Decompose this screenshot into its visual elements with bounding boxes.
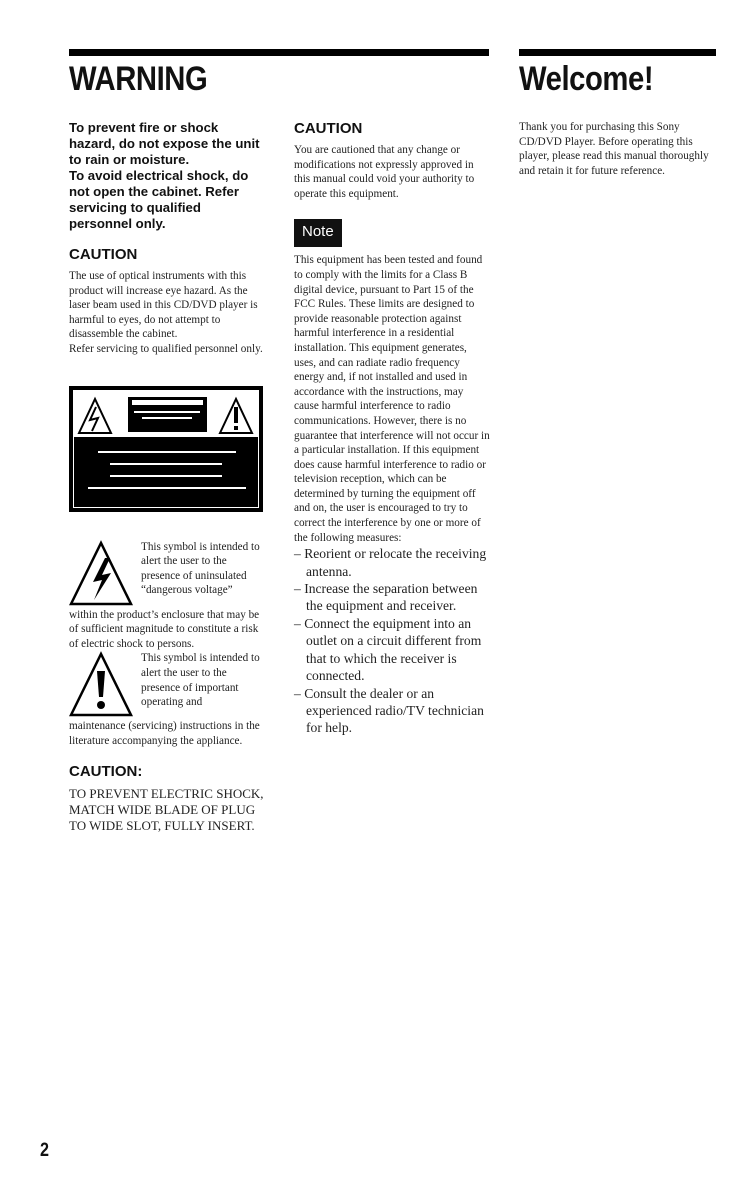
fcc-caution-heading: CAUTION — [294, 120, 363, 137]
symbol-exclamation-text-cont: maintenance (servicing) instructions in the literature accompanying the appliance. — [69, 720, 260, 747]
caution-body-optical: The use of optical instruments with this product will increase eye hazard. As the laser beam used in this CD/DVD player is harmful to eyes, do not attempt to disassemble the cabinet. — [69, 270, 258, 341]
list-item: – Increase the separation between the equipment and receiver. — [294, 581, 478, 614]
warning-label-art — [74, 391, 258, 507]
welcome-body: Thank you for purchasing this Sony CD/DVD Player. Before operating this player, please read this manual thoroughly and retain it for future reference. — [519, 121, 709, 177]
list-item: – Reorient or relocate the receiving antenna. — [294, 546, 487, 579]
warning-intro-shock: To avoid electrical shock, do not open the cabinet. Refer servicing to qualified personnel only. — [69, 168, 249, 231]
caution-heading: CAUTION — [69, 246, 138, 263]
warning-column — [69, 120, 265, 834]
lightning-triangle-icon — [69, 540, 133, 608]
warning-intro-fire: To prevent fire or shock hazard, do not expose the unit to rain or moisture. — [69, 120, 260, 167]
welcome-column — [519, 120, 719, 178]
caution-body-servicing: Refer servicing to qualified personnel only. — [69, 342, 263, 355]
symbol-lightning-text-cont: within the product’s enclosure that may be of sufficient magnitude to constitute a risk of electric shock to persons. — [69, 608, 260, 650]
exclamation-triangle-icon — [69, 651, 133, 719]
fcc-measures-list — [294, 545, 490, 736]
welcome-title-rule — [519, 49, 716, 56]
caution-plug-body: TO PREVENT ELECTRIC SHOCK, MATCH WIDE BLADE OF PLUG TO WIDE SLOT, FULLY INSERT. — [69, 785, 264, 833]
warning-title-rule — [69, 49, 489, 56]
warning-title: WARNING — [69, 60, 208, 98]
symbol-lightning-text: This symbol is intended to alert the user to the presence of uninsulated “dangerous voltage” — [141, 540, 260, 597]
symbol-exclamation-row — [69, 651, 265, 719]
note-badge: Note — [294, 219, 342, 247]
page-number: 2 — [40, 1140, 49, 1161]
symbol-lightning-row — [69, 540, 265, 608]
welcome-title: Welcome! — [519, 60, 654, 98]
fcc-column — [294, 120, 490, 737]
caution-plug-heading: CAUTION: — [69, 762, 143, 780]
warning-label-graphic — [69, 386, 263, 512]
note-body: This equipment has been tested and found to comply with the limits for a Class B digital device, pursuant to Part 15 of the FCC Rules. These limits are designed to provide reasonable protection against harmful interference in a residential installation. This equipment generates, uses, and can radiate radio frequency energy and, if not installed and used in accordance with the instructions, may cause harmful interference to radio communications. However, there is no guarantee that interference will not occur in a particular installation. If this equipment does cause harmful interference to radio or television reception, which can be determined by turning the equipment off and on, the user is encouraged to try to correct the interference by one or more of the following measures: — [294, 254, 490, 544]
symbol-exclamation-text: This symbol is intended to alert the user to the presence of important operating and — [141, 652, 260, 709]
fcc-caution-body: You are cautioned that any change or modifications not expressly approved in this manual could void your authority to operate this equipment. — [294, 144, 475, 200]
list-item: – Consult the dealer or an experienced radio/TV technician for help. — [294, 685, 484, 736]
list-item: – Connect the equipment into an outlet on a circuit different from that to which the receiver is connected. — [294, 615, 482, 684]
